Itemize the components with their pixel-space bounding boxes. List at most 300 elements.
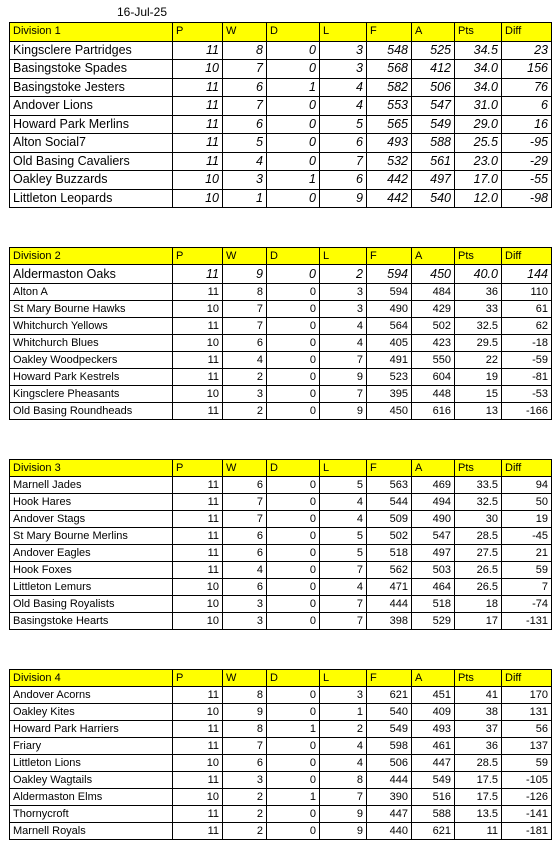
stat-cell: 41: [455, 687, 502, 704]
stat-cell: -59: [502, 351, 552, 368]
stat-cell: 461: [412, 738, 455, 755]
stat-cell: 10: [173, 334, 223, 351]
column-header: Pts: [455, 23, 502, 42]
team-name: Friary: [10, 738, 173, 755]
stat-cell: 490: [412, 511, 455, 528]
stat-cell: -131: [502, 613, 552, 630]
column-header: A: [412, 248, 455, 265]
stat-cell: 0: [267, 334, 320, 351]
stat-cell: 7: [223, 300, 267, 317]
stat-cell: 444: [367, 596, 412, 613]
column-header: D: [267, 460, 320, 477]
stat-cell: 56: [502, 721, 552, 738]
stat-cell: 616: [412, 402, 455, 419]
stat-cell: 0: [267, 528, 320, 545]
column-header: Diff: [502, 670, 552, 687]
stat-cell: 4: [320, 494, 367, 511]
stat-cell: 10: [173, 755, 223, 772]
column-header: L: [320, 23, 367, 42]
stat-cell: 11: [455, 823, 502, 840]
stat-cell: 0: [267, 317, 320, 334]
stat-cell: 0: [267, 738, 320, 755]
stat-cell: 11: [173, 402, 223, 419]
team-name: Oakley Buzzards: [10, 171, 173, 190]
column-header: Pts: [455, 460, 502, 477]
stat-cell: 36: [455, 283, 502, 300]
division-name: Division 1: [10, 23, 173, 42]
team-name: Howard Park Kestrels: [10, 368, 173, 385]
table-row: [10, 78, 552, 97]
stat-cell: -181: [502, 823, 552, 840]
division-name: Division 4: [10, 670, 173, 687]
division-name: Division 3: [10, 460, 173, 477]
column-header: W: [223, 460, 267, 477]
team-name: Andover Eagles: [10, 545, 173, 562]
stat-cell: 11: [173, 283, 223, 300]
table-row: [10, 494, 552, 511]
stat-cell: 34.0: [455, 60, 502, 79]
stat-cell: 0: [267, 511, 320, 528]
stat-cell: 540: [412, 189, 455, 208]
team-name: Oakley Kites: [10, 704, 173, 721]
stat-cell: 7: [223, 317, 267, 334]
stat-cell: 469: [412, 477, 455, 494]
stat-cell: 553: [367, 97, 412, 116]
stat-cell: 11: [173, 265, 223, 284]
stat-cell: 170: [502, 687, 552, 704]
table-row: [10, 528, 552, 545]
table-row: [10, 134, 552, 153]
stat-cell: 493: [412, 721, 455, 738]
stat-cell: 1: [320, 704, 367, 721]
team-name: Old Basing Cavaliers: [10, 152, 173, 171]
stat-cell: 491: [367, 351, 412, 368]
stat-cell: 0: [267, 772, 320, 789]
stat-cell: 3: [223, 385, 267, 402]
stat-cell: 9: [320, 402, 367, 419]
stat-cell: 0: [267, 806, 320, 823]
stat-cell: 412: [412, 60, 455, 79]
team-name: Oakley Woodpeckers: [10, 351, 173, 368]
stat-cell: 588: [412, 806, 455, 823]
table-row: [10, 41, 552, 60]
table-row: [10, 402, 552, 419]
stat-cell: 506: [367, 755, 412, 772]
stat-cell: -29: [502, 152, 552, 171]
stat-cell: 5: [320, 545, 367, 562]
stat-cell: 562: [367, 562, 412, 579]
stat-cell: 8: [223, 283, 267, 300]
stat-cell: 447: [412, 755, 455, 772]
stat-cell: 429: [412, 300, 455, 317]
table-row: [10, 60, 552, 79]
stat-cell: 544: [367, 494, 412, 511]
column-header: W: [223, 670, 267, 687]
stat-cell: 0: [267, 300, 320, 317]
table-row: [10, 300, 552, 317]
stat-cell: 11: [173, 806, 223, 823]
stat-cell: 15: [455, 385, 502, 402]
stat-cell: 506: [412, 78, 455, 97]
stat-cell: -141: [502, 806, 552, 823]
stat-cell: 621: [412, 823, 455, 840]
table-row: [10, 368, 552, 385]
header-row: [10, 460, 552, 477]
stat-cell: 0: [267, 351, 320, 368]
stat-cell: 448: [412, 385, 455, 402]
stat-cell: 10: [173, 60, 223, 79]
division-3-table: [9, 459, 552, 630]
table-row: [10, 351, 552, 368]
stat-cell: 450: [367, 402, 412, 419]
table-row: [10, 545, 552, 562]
stat-cell: 9: [223, 704, 267, 721]
column-header: F: [367, 248, 412, 265]
team-name: Whitchurch Yellows: [10, 317, 173, 334]
stat-cell: 0: [267, 755, 320, 772]
stat-cell: 9: [320, 806, 367, 823]
column-header: A: [412, 23, 455, 42]
stat-cell: 11: [173, 687, 223, 704]
stat-cell: 0: [267, 562, 320, 579]
stat-cell: 11: [173, 511, 223, 528]
table-row: [10, 823, 552, 840]
table-row: [10, 755, 552, 772]
column-header: F: [367, 23, 412, 42]
stat-cell: 564: [367, 317, 412, 334]
stat-cell: 484: [412, 283, 455, 300]
stat-cell: 76: [502, 78, 552, 97]
stat-cell: 4: [320, 755, 367, 772]
stat-cell: 0: [267, 579, 320, 596]
stat-cell: 6: [223, 334, 267, 351]
stat-cell: -166: [502, 402, 552, 419]
stat-cell: 3: [320, 41, 367, 60]
stat-cell: 1: [267, 721, 320, 738]
stat-cell: 156: [502, 60, 552, 79]
table-row: [10, 385, 552, 402]
stat-cell: 2: [223, 368, 267, 385]
column-header: Pts: [455, 670, 502, 687]
team-name: Aldermaston Oaks: [10, 265, 173, 284]
stat-cell: 7: [223, 60, 267, 79]
stat-cell: 33: [455, 300, 502, 317]
stat-cell: 16: [502, 115, 552, 134]
stat-cell: 0: [267, 368, 320, 385]
table-row: [10, 152, 552, 171]
stat-cell: 395: [367, 385, 412, 402]
stat-cell: 110: [502, 283, 552, 300]
table-row: [10, 477, 552, 494]
stat-cell: 6: [320, 171, 367, 190]
stat-cell: 33.5: [455, 477, 502, 494]
column-header: D: [267, 670, 320, 687]
stat-cell: 7: [320, 562, 367, 579]
table-row: [10, 687, 552, 704]
stat-cell: 405: [367, 334, 412, 351]
stat-cell: 6: [223, 477, 267, 494]
stat-cell: 32.5: [455, 494, 502, 511]
stat-cell: 17.0: [455, 171, 502, 190]
stat-cell: 0: [267, 189, 320, 208]
stat-cell: 502: [412, 317, 455, 334]
stat-cell: 502: [367, 528, 412, 545]
stat-cell: -45: [502, 528, 552, 545]
stat-cell: 2: [223, 823, 267, 840]
team-name: Kingsclere Partridges: [10, 41, 173, 60]
stat-cell: 9: [320, 823, 367, 840]
table-row: [10, 115, 552, 134]
stat-cell: 549: [412, 772, 455, 789]
stat-cell: 22: [455, 351, 502, 368]
team-name: Hook Hares: [10, 494, 173, 511]
division-1-table: [9, 22, 552, 208]
stat-cell: 0: [267, 477, 320, 494]
stat-cell: 4: [320, 579, 367, 596]
column-header: F: [367, 460, 412, 477]
stat-cell: -105: [502, 772, 552, 789]
stat-cell: 26.5: [455, 562, 502, 579]
stat-cell: 10: [173, 704, 223, 721]
stat-cell: 4: [320, 78, 367, 97]
team-name: Andover Acorns: [10, 687, 173, 704]
stat-cell: 10: [173, 789, 223, 806]
leader-row: [10, 265, 552, 284]
stat-cell: 59: [502, 755, 552, 772]
stat-cell: 19: [502, 511, 552, 528]
stat-cell: 2: [223, 402, 267, 419]
stat-cell: 23: [502, 41, 552, 60]
table-row: [10, 283, 552, 300]
stat-cell: 4: [223, 152, 267, 171]
column-header: Pts: [455, 248, 502, 265]
stat-cell: 5: [320, 115, 367, 134]
stat-cell: 503: [412, 562, 455, 579]
stat-cell: 518: [412, 596, 455, 613]
stat-cell: 0: [267, 152, 320, 171]
team-name: Alton Social7: [10, 134, 173, 153]
stat-cell: 6: [223, 579, 267, 596]
stat-cell: 9: [320, 189, 367, 208]
stat-cell: 4: [320, 738, 367, 755]
stat-cell: 594: [367, 283, 412, 300]
stat-cell: 11: [173, 41, 223, 60]
stat-cell: 1: [267, 171, 320, 190]
team-name: Littleton Lions: [10, 755, 173, 772]
column-header: P: [173, 248, 223, 265]
header-row: [10, 248, 552, 265]
table-row: [10, 789, 552, 806]
stat-cell: -98: [502, 189, 552, 208]
stat-cell: 1: [267, 789, 320, 806]
stat-cell: 8: [320, 772, 367, 789]
stat-cell: 144: [502, 265, 552, 284]
table-row: [10, 596, 552, 613]
column-header: P: [173, 460, 223, 477]
team-name: Old Basing Roundheads: [10, 402, 173, 419]
column-header: L: [320, 670, 367, 687]
table-row: [10, 613, 552, 630]
stat-cell: -81: [502, 368, 552, 385]
stat-cell: 549: [412, 115, 455, 134]
stat-cell: 497: [412, 545, 455, 562]
stat-cell: 61: [502, 300, 552, 317]
stat-cell: 497: [412, 171, 455, 190]
stat-cell: 11: [173, 528, 223, 545]
team-name: Whitchurch Blues: [10, 334, 173, 351]
stat-cell: 450: [412, 265, 455, 284]
column-header: F: [367, 670, 412, 687]
stat-cell: 11: [173, 562, 223, 579]
table-row: [10, 562, 552, 579]
stat-cell: 0: [267, 41, 320, 60]
stat-cell: 26.5: [455, 579, 502, 596]
stat-cell: 523: [367, 368, 412, 385]
table-row: [10, 511, 552, 528]
column-header: A: [412, 460, 455, 477]
stat-cell: 34.0: [455, 78, 502, 97]
stat-cell: 7: [223, 494, 267, 511]
stat-cell: 442: [367, 189, 412, 208]
stat-cell: 25.5: [455, 134, 502, 153]
stat-cell: 11: [173, 351, 223, 368]
stat-cell: 390: [367, 789, 412, 806]
stat-cell: -126: [502, 789, 552, 806]
stat-cell: 550: [412, 351, 455, 368]
report-date: 16-Jul-25: [117, 5, 168, 19]
stat-cell: 11: [173, 823, 223, 840]
stat-cell: 0: [267, 265, 320, 284]
stat-cell: 540: [367, 704, 412, 721]
stat-cell: 0: [267, 823, 320, 840]
table-row: [10, 721, 552, 738]
stat-cell: 37: [455, 721, 502, 738]
stat-cell: 1: [223, 189, 267, 208]
stat-cell: 34.5: [455, 41, 502, 60]
team-name: Littleton Leopards: [10, 189, 173, 208]
team-name: Old Basing Royalists: [10, 596, 173, 613]
team-name: Howard Park Merlins: [10, 115, 173, 134]
stat-cell: 7: [223, 511, 267, 528]
stat-cell: 6: [223, 755, 267, 772]
stat-cell: 9: [223, 265, 267, 284]
stat-cell: 11: [173, 545, 223, 562]
stat-cell: 7: [223, 97, 267, 116]
stat-cell: 532: [367, 152, 412, 171]
stat-cell: 561: [412, 152, 455, 171]
team-name: Howard Park Harriers: [10, 721, 173, 738]
stat-cell: 490: [367, 300, 412, 317]
stat-cell: 11: [173, 134, 223, 153]
stat-cell: 0: [267, 704, 320, 721]
stat-cell: 6: [223, 115, 267, 134]
column-header: D: [267, 23, 320, 42]
stat-cell: -18: [502, 334, 552, 351]
stat-cell: 423: [412, 334, 455, 351]
stat-cell: 38: [455, 704, 502, 721]
stat-cell: 563: [367, 477, 412, 494]
stat-cell: 28.5: [455, 528, 502, 545]
table-row: [10, 772, 552, 789]
stat-cell: 5: [320, 528, 367, 545]
stat-cell: 0: [267, 385, 320, 402]
stat-cell: 28.5: [455, 755, 502, 772]
stat-cell: 6: [320, 134, 367, 153]
stat-cell: 598: [367, 738, 412, 755]
stat-cell: -74: [502, 596, 552, 613]
team-name: Hook Foxes: [10, 562, 173, 579]
team-name: Marnell Royals: [10, 823, 173, 840]
stat-cell: 6: [223, 78, 267, 97]
stat-cell: 2: [320, 265, 367, 284]
stat-cell: 0: [267, 545, 320, 562]
division-name: Division 2: [10, 248, 173, 265]
stat-cell: 409: [412, 704, 455, 721]
stat-cell: 0: [267, 97, 320, 116]
stat-cell: 0: [267, 596, 320, 613]
stat-cell: 10: [173, 613, 223, 630]
stat-cell: 6: [223, 528, 267, 545]
stat-cell: 7: [320, 351, 367, 368]
stat-cell: 40.0: [455, 265, 502, 284]
stat-cell: 3: [320, 300, 367, 317]
team-name: Andover Lions: [10, 97, 173, 116]
stat-cell: 11: [173, 477, 223, 494]
stat-cell: 5: [320, 477, 367, 494]
team-name: Alton A: [10, 283, 173, 300]
stat-cell: 11: [173, 721, 223, 738]
stat-cell: 5: [223, 134, 267, 153]
stat-cell: 21: [502, 545, 552, 562]
stat-cell: 3: [223, 171, 267, 190]
stat-cell: 11: [173, 738, 223, 755]
header-row: [10, 670, 552, 687]
stat-cell: 549: [367, 721, 412, 738]
stat-cell: 11: [173, 78, 223, 97]
stat-cell: 3: [320, 283, 367, 300]
stat-cell: 0: [267, 402, 320, 419]
stat-cell: 11: [173, 115, 223, 134]
stat-cell: 23.0: [455, 152, 502, 171]
stat-cell: 59: [502, 562, 552, 579]
stat-cell: 0: [267, 283, 320, 300]
stat-cell: 62: [502, 317, 552, 334]
team-name: Littleton Lemurs: [10, 579, 173, 596]
stat-cell: 4: [320, 511, 367, 528]
stat-cell: 6: [502, 97, 552, 116]
stat-cell: 13.5: [455, 806, 502, 823]
stat-cell: 2: [223, 789, 267, 806]
stat-cell: 10: [173, 171, 223, 190]
stat-cell: 8: [223, 687, 267, 704]
stat-cell: 12.0: [455, 189, 502, 208]
header-row: [10, 23, 552, 42]
stat-cell: 8: [223, 41, 267, 60]
stat-cell: 11: [173, 317, 223, 334]
team-name: Marnell Jades: [10, 477, 173, 494]
stat-cell: 471: [367, 579, 412, 596]
stat-cell: 2: [223, 806, 267, 823]
stat-cell: 29.5: [455, 334, 502, 351]
stat-cell: 11: [173, 772, 223, 789]
stat-cell: 4: [320, 317, 367, 334]
stat-cell: 3: [320, 687, 367, 704]
stat-cell: 0: [267, 134, 320, 153]
team-name: Basingstoke Spades: [10, 60, 173, 79]
stat-cell: 568: [367, 60, 412, 79]
team-name: Kingsclere Pheasants: [10, 385, 173, 402]
stat-cell: 7: [320, 385, 367, 402]
